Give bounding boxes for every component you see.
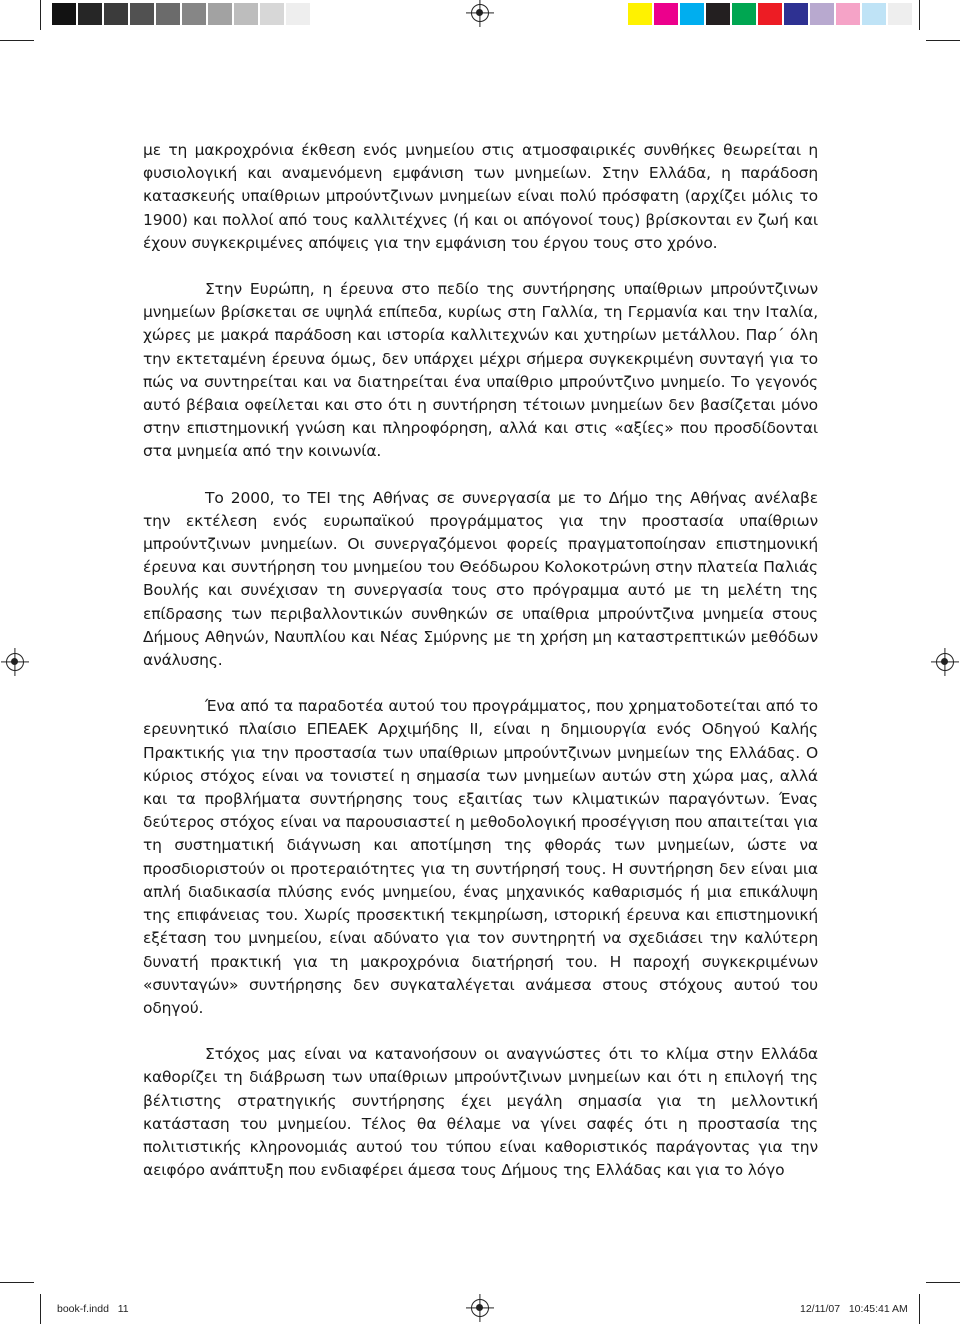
color-swatch [130, 3, 154, 25]
color-swatch [628, 3, 652, 25]
crop-mark-bottom-left-v [40, 1294, 41, 1324]
color-control-strip [628, 3, 914, 25]
registration-mark-bottom [471, 1299, 489, 1317]
slug-file-name: book-f.indd 11 [57, 1303, 129, 1315]
crop-mark-bottom-left-h [0, 1282, 34, 1283]
registration-mark-top [471, 4, 489, 22]
body-paragraph: με τη μακροχρόνια έκθεση ενός μνημείου στις ατμοσφαιρικές συνθήκες θεωρείται η φυσιολογική και αναμενόμενη εμφάνιση των μνημείων. Στην Ελλάδα, η παράδοση κατασκευής υπαίθριων μπρούντζινων μνημείων είναι πολύ πρόσφατη (αρχίζει μόλις το 1900) και πολλοί από τους καλλιτέχνες (ή και οι απόγονοί τους) βρίσκονται εν ζωή και έχουν συγκεκριμένες απόψεις για την εμφάνιση του έργου τους στο χρόνο. [143, 141, 818, 252]
crop-mark-top-left-v [40, 0, 41, 30]
color-swatch [208, 3, 232, 25]
color-swatch [784, 3, 808, 25]
crop-mark-bottom-right-v [919, 1294, 920, 1324]
slug-datetime: 12/11/07 10:45:41 AM [800, 1303, 908, 1315]
grayscale-control-strip [52, 3, 312, 25]
crop-mark-top-left-h [0, 40, 34, 41]
color-swatch [182, 3, 206, 25]
body-paragraph: Το 2000, το ΤΕΙ της Αθήνας σε συνεργασία με το Δήμο της Αθήνας ανέλαβε την εκτέλεση ενός ευρωπαϊκού προγράμματος για την προστασία υπαίθριων μπρούντζινων μνημείων. Οι συνεργαζόμενοι φορείς πραγματοποίησαν επιστημονική έρευνα και συντήρηση του μνημείου του Θεόδωρου Κολοκοτρώνη στην πλατεία Παλιάς Βουλής και συνέχισαν τη συνεργασία τους στο πρόγραμμα αυτό με τη μελέτη της επίδρασης των περιβαλλοντικών συνθηκών σε υπαίθρια μπρούντζινα μνημεία στους Δήμους Αθηνών, Ναυπλίου και Νέας Σμύρνης με τη χρήση μη καταστρεπτικών μεθόδων ανάλυσης. [143, 488, 818, 670]
color-swatch [732, 3, 756, 25]
color-swatch [156, 3, 180, 25]
color-swatch [862, 3, 886, 25]
color-swatch [260, 3, 284, 25]
color-swatch [286, 3, 310, 25]
color-swatch [52, 3, 76, 25]
color-swatch [654, 3, 678, 25]
crop-mark-top-right-v [919, 0, 920, 30]
color-swatch [680, 3, 704, 25]
color-swatch [888, 3, 912, 25]
color-swatch [810, 3, 834, 25]
page-body [143, 139, 818, 1182]
registration-mark-left [6, 653, 24, 671]
crop-mark-top-right-h [926, 40, 960, 41]
crop-mark-bottom-right-h [926, 1282, 960, 1283]
color-swatch [104, 3, 128, 25]
registration-mark-right [936, 653, 954, 671]
body-paragraph: Στόχος μας είναι να κατανοήσουν οι αναγνώστες ότι το κλίμα στην Ελλάδα καθορίζει τη διάβρωση των υπαίθριων μπρούντζινων μνημείων και ότι η επιλογή της βέλτιστης στρατηγικής συντήρησης έχει μεγάλη σημασία για τη μελλοντική κατάσταση του μνημείου. Τέλος θα θέλαμε να γίνει σαφές ότι η προστασία της πολιτιστικής κληρονομιάς αυτού του τύπου είναι καθοριστικός παράγοντας για την αειφόρο ανάπτυξη που ενδιαφέρει άμεσα τους Δήμους της Ελλάδας και για το λόγο [143, 1045, 818, 1180]
body-paragraph: Στην Ευρώπη, η έρευνα στο πεδίο της συντήρησης υπαίθριων μπρούντζινων μνημείων βρίσκεται σε υψηλά επίπεδα, κυρίως στη Γαλλία, τη Γερμανία και την Ιταλία, χώρες με μακρά παράδοση και ιστορία καλλιτεχνών και χυτηρίων μετάλλου. Παρ΄ όλη την εκτεταμένη έρευνα όμως, δεν υπάρχει μέχρι σήμερα συγκεκριμένη συνταγή για το πώς να συντηρείται και να διατηρείται ένα υπαίθριο μπρούντζινο μνημείο. Το γεγονός αυτό βέβαια οφείλεται και στο ότι η συντήρηση τέτοιων μνημείων δεν βασίζεται μόνο στην επιστημονική γνώση και πληροφόρηση, αλλά και στις «αξίες» που προσδίδονται στα μνημεία από την κοινωνία. [143, 280, 818, 461]
color-swatch [234, 3, 258, 25]
body-paragraph: Ένα από τα παραδοτέα αυτού του προγράμματος, που χρηματοδοτείται από το ερευνητικό πλαίσιο ΕΠΕΑΕΚ Αρχιμήδης ΙΙ, είναι η δημιουργία ενός Οδηγού Καλής Πρακτικής για την προστασία των υπαίθριων μπρούντζινων μνημείων της Ελλάδας. Ο κύριος στόχος είναι να τονιστεί η σημασία των μνημείων αυτών στη χώρα μας, αλλά και τα προβλήματα συντήρησης τους εξαιτίας των κλιματικών παραγόντων. Ένας δεύτερος στόχος είναι να παρουσιαστεί η μεθοδολογική προσέγγιση που απαιτείται για τη συστηματική διάγνωση και αποτίμηση της φθοράς των μνημείων, ώστε να προσδιοριστούν οι προτεραιότητες για τη συντήρησή τους. Η συντήρηση δεν είναι μια απλή διαδικασία πλύσης ενός μνημείου, ένας μηχανικός καθαρισμός ή μια επικάλυψη της επιφάνειας του. Χωρίς προσεκτική τεκμηρίωση, ιστορική έρευνα και επιστημονική εξέταση του μνημείου, είναι αδύνατο για τον συντηρητή να σχεδιάσει την καλύτερη δυνατή πρακτική για τη μακροχρόνια διατήρησή του. Η παροχή συγκεκριμένων «συνταγών» συντήρησης δεν συγκαταλέγεται ανάμεσα στους στόχους αυτού του οδηγού. [143, 697, 818, 1017]
color-swatch [706, 3, 730, 25]
color-swatch [836, 3, 860, 25]
color-swatch [78, 3, 102, 25]
color-swatch [758, 3, 782, 25]
